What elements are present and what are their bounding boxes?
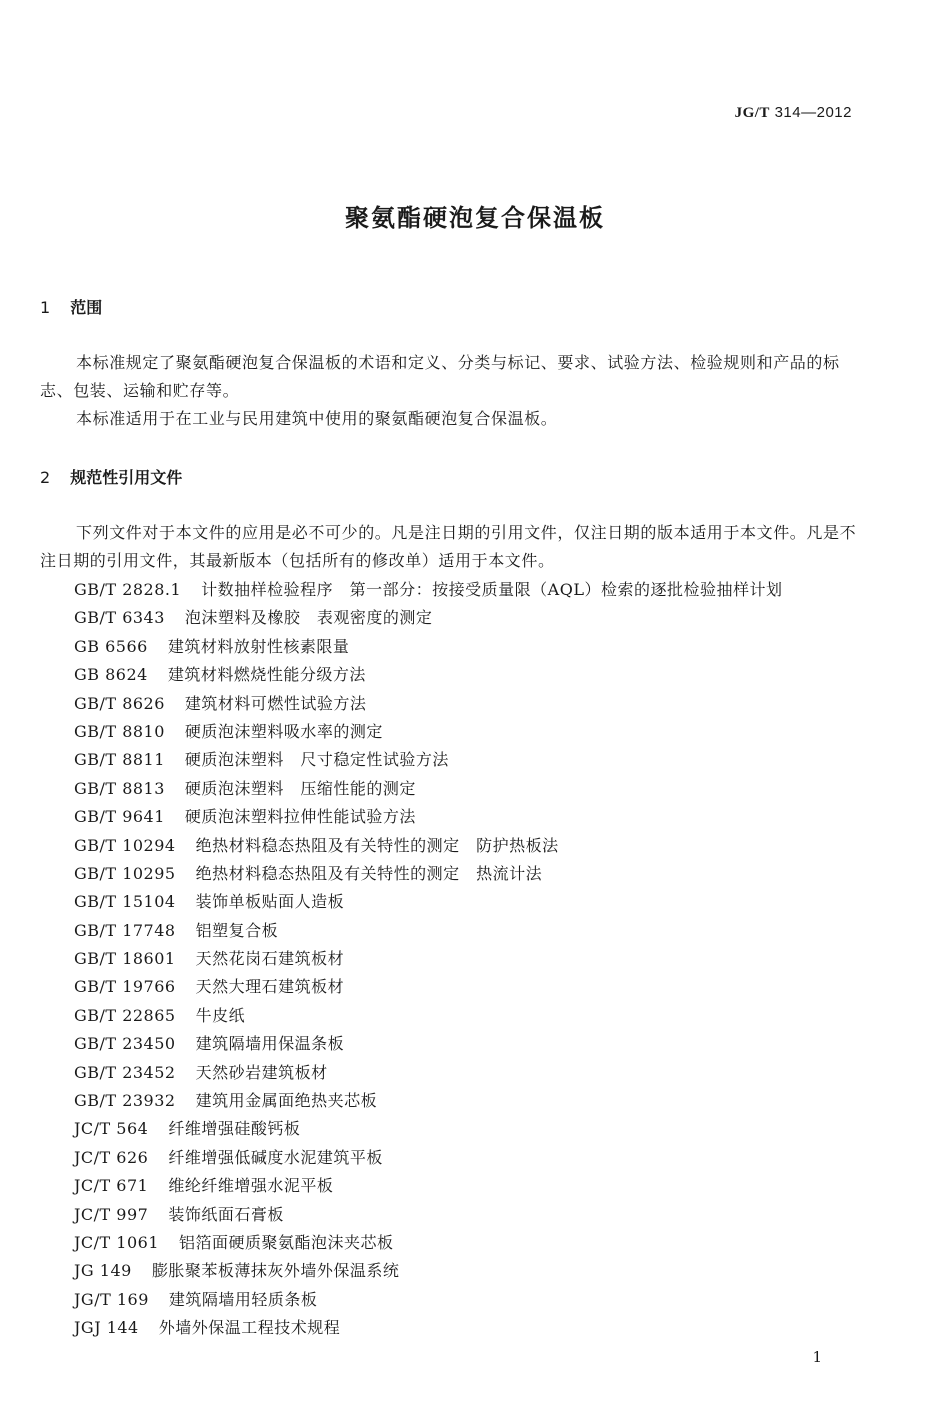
reference-item	[74, 1286, 782, 1314]
reference-code: GB/T 22865	[74, 1005, 176, 1025]
reference-code: JGJ 144	[74, 1318, 139, 1338]
reference-code: GB 6566	[74, 636, 148, 656]
reference-code: GB/T 10294	[74, 835, 176, 855]
reference-code: GB/T 23932	[74, 1091, 176, 1111]
reference-title: 铝塑复合板	[195, 920, 279, 940]
reference-item	[74, 718, 782, 746]
standard-code	[735, 104, 852, 122]
reference-code: GB/T 8811	[74, 750, 165, 770]
reference-code: GB/T 6343	[74, 608, 165, 628]
standard-code-prefix: JG/T	[734, 105, 770, 121]
reference-title: 硬质泡沫塑料拉伸性能试验方法	[184, 807, 416, 827]
reference-code: JG/T 169	[74, 1289, 149, 1309]
reference-code: GB/T 23452	[74, 1062, 176, 1082]
reference-title: 天然大理石建筑板材	[195, 977, 345, 997]
reference-item	[74, 1314, 782, 1342]
section-2-paragraph-1: 下列文件对于本文件的应用是必不可少的。凡是注日期的引用文件，仅注日期的版本适用于本文件。凡是不注日期的引用文件，其最新版本（包括所有的修改单）适用于本文件。	[40, 523, 857, 570]
reference-title: 装饰单板贴面人造板	[195, 892, 345, 912]
reference-code: GB/T 17748	[74, 920, 176, 940]
reference-title: 铝箔面硬质聚氨酯泡沫夹芯板	[179, 1232, 394, 1252]
reference-title: 纤维增强低碱度水泥建筑平板	[168, 1147, 383, 1167]
reference-item	[74, 1087, 782, 1115]
reference-item	[74, 746, 782, 774]
reference-title: 绝热材料稳态热阻及有关特性的测定 热流计法	[195, 863, 543, 883]
reference-code: GB/T 8626	[74, 693, 165, 713]
reference-item	[74, 576, 782, 604]
reference-item	[74, 661, 782, 689]
reference-title: 装饰纸面石膏板	[168, 1204, 284, 1224]
reference-item	[74, 888, 782, 916]
section-title: 范围	[70, 298, 103, 317]
section-1-paragraph-1: 本标准规定了聚氨酯硬泡复合保温板的术语和定义、分类与标记、要求、试验方法、检验规则和产品的标志、包装、运输和贮存等。	[40, 353, 840, 400]
reference-item	[74, 690, 782, 718]
reference-item	[74, 1229, 782, 1257]
reference-title: 建筑隔墙用轻质条板	[168, 1289, 318, 1309]
reference-item	[74, 860, 782, 888]
reference-title: 天然砂岩建筑板材	[195, 1062, 328, 1082]
section-number: 1	[40, 298, 51, 317]
reference-code: JG 149	[74, 1261, 132, 1281]
reference-code: GB/T 2828.1	[74, 580, 182, 599]
reference-title: 天然花岗石建筑板材	[195, 949, 345, 969]
reference-title: 建筑材料可燃性试验方法	[184, 693, 367, 713]
reference-title: 泡沫塑料及橡胶 表观密度的测定	[184, 608, 433, 628]
reference-title: 纤维增强硅酸钙板	[168, 1119, 301, 1139]
section-1-heading	[40, 295, 102, 318]
standard-code-number: 314—2012	[774, 104, 852, 121]
reference-code: GB/T 9641	[74, 807, 165, 827]
reference-title: 建筑隔墙用保温条板	[195, 1034, 345, 1054]
reference-title: 建筑材料放射性核素限量	[167, 636, 350, 656]
reference-code: GB 8624	[74, 665, 148, 685]
reference-code: JC/T 1061	[74, 1232, 160, 1252]
reference-list	[74, 576, 782, 1343]
reference-title: 牛皮纸	[195, 1005, 246, 1025]
reference-code: JC/T 997	[74, 1204, 149, 1224]
reference-code: JC/T 626	[74, 1147, 149, 1167]
section-number: 2	[40, 468, 51, 487]
reference-title: 外墙外保温工程技术规程	[158, 1318, 341, 1338]
reference-title: 硬质泡沫塑料 尺寸稳定性试验方法	[184, 750, 449, 770]
reference-title: 硬质泡沫塑料 压缩性能的测定	[184, 778, 416, 798]
reference-item	[74, 633, 782, 661]
reference-item	[74, 803, 782, 831]
reference-item	[74, 1115, 782, 1143]
reference-item	[74, 1059, 782, 1087]
reference-code: JC/T 564	[74, 1119, 149, 1139]
reference-item	[74, 1201, 782, 1229]
reference-item	[74, 945, 782, 973]
section-1-paragraph-2: 本标准适用于在工业与民用建筑中使用的聚氨酯硬泡复合保温板。	[76, 409, 558, 428]
reference-title: 绝热材料稳态热阻及有关特性的测定 防护热板法	[195, 835, 559, 855]
reference-title: 计数抽样检验程序 第一部分：按接受质量限（AQL）检索的逐批检验抽样计划	[201, 580, 783, 599]
reference-code: GB/T 8813	[74, 778, 165, 798]
reference-item	[74, 973, 782, 1001]
reference-code: GB/T 10295	[74, 863, 176, 883]
reference-code: JC/T 671	[74, 1176, 149, 1196]
reference-title: 建筑用金属面绝热夹芯板	[195, 1091, 378, 1111]
page-number: 1	[812, 1348, 822, 1366]
reference-item	[74, 1030, 782, 1058]
reference-code: GB/T 18601	[74, 949, 176, 969]
reference-item	[74, 1144, 782, 1172]
reference-item	[74, 775, 782, 803]
reference-code: GB/T 19766	[74, 977, 176, 997]
reference-code: GB/T 8810	[74, 721, 165, 741]
section-title: 规范性引用文件	[70, 468, 183, 487]
reference-title: 维纶纤维增强水泥平板	[168, 1176, 334, 1196]
reference-title: 硬质泡沫塑料吸水率的测定	[184, 721, 383, 741]
reference-item	[74, 1257, 782, 1285]
reference-title: 建筑材料燃烧性能分级方法	[167, 665, 366, 685]
reference-item	[74, 604, 782, 632]
reference-item	[74, 917, 782, 945]
section-2-heading	[40, 465, 182, 488]
reference-code: GB/T 15104	[74, 892, 176, 912]
reference-item	[74, 1172, 782, 1200]
document-title: 聚氨酯硬泡复合保温板	[345, 204, 605, 232]
reference-item	[74, 832, 782, 860]
reference-title: 膨胀聚苯板薄抹灰外墙外保温系统	[151, 1261, 400, 1281]
reference-code: GB/T 23450	[74, 1034, 176, 1054]
reference-item	[74, 1002, 782, 1030]
